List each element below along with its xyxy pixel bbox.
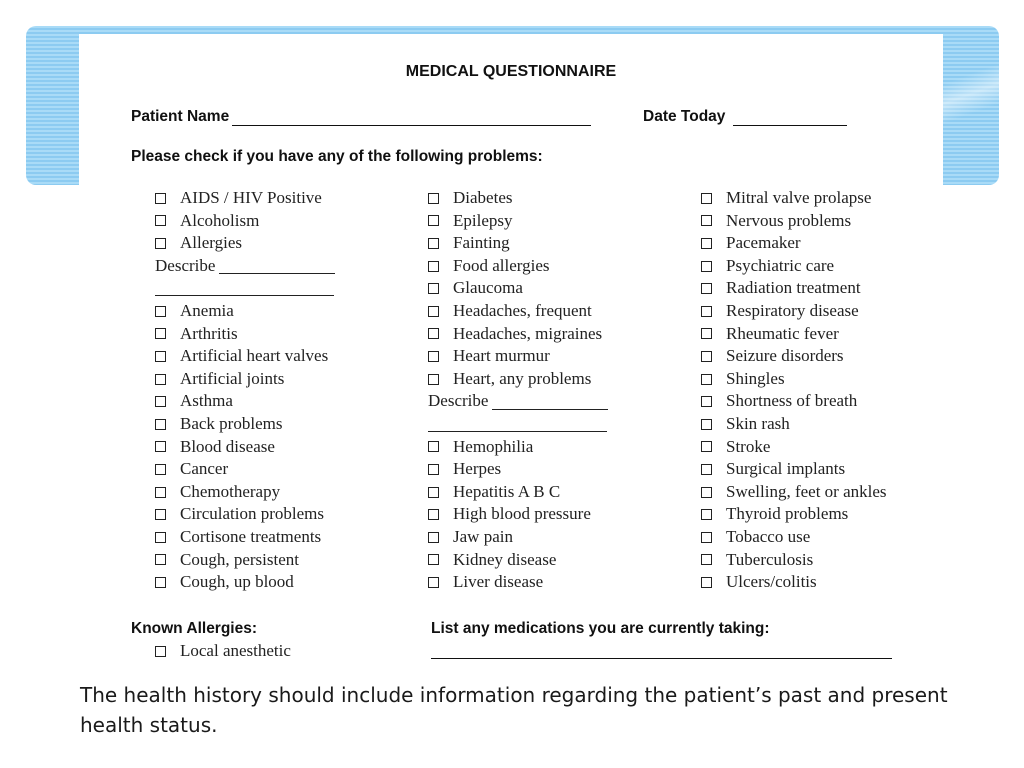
date-today-field[interactable] xyxy=(733,125,847,126)
condition-item xyxy=(701,345,887,368)
condition-label: Tobacco use xyxy=(726,526,811,546)
conditions-column-1 xyxy=(155,187,335,594)
checkbox[interactable] xyxy=(701,374,712,385)
describe-label: Describe xyxy=(155,255,216,275)
condition-item xyxy=(155,503,335,526)
condition-item xyxy=(701,232,887,255)
condition-label: Seizure disorders xyxy=(726,346,844,366)
condition-item xyxy=(701,413,887,436)
condition-item xyxy=(155,300,335,323)
condition-label: Circulation problems xyxy=(180,504,325,524)
condition-label: Kidney disease xyxy=(453,549,557,569)
condition-label: Stroke xyxy=(726,436,771,456)
condition-label: Skin rash xyxy=(726,413,790,433)
condition-label: Cough, persistent xyxy=(180,549,299,569)
condition-item xyxy=(701,187,887,210)
describe-field-line-2[interactable] xyxy=(428,417,607,432)
checkbox[interactable] xyxy=(155,646,166,657)
checkbox[interactable] xyxy=(701,396,712,407)
condition-item xyxy=(428,436,608,459)
condition-label: Ulcers/colitis xyxy=(726,572,817,592)
checkbox[interactable] xyxy=(428,215,439,226)
slide-caption: The health history should include information regarding the patient’s past and present health status. xyxy=(80,683,948,737)
checkbox[interactable] xyxy=(155,215,166,226)
condition-item xyxy=(155,323,335,346)
condition-label: Headaches, frequent xyxy=(453,300,592,320)
checkbox[interactable] xyxy=(701,464,712,475)
condition-item xyxy=(155,390,335,413)
checkbox[interactable] xyxy=(701,261,712,272)
describe-row-continued xyxy=(428,413,608,436)
checkbox[interactable] xyxy=(701,328,712,339)
condition-item xyxy=(428,187,608,210)
checkbox[interactable] xyxy=(155,464,166,475)
checkbox[interactable] xyxy=(428,532,439,543)
instructions: Please check if you have any of the following problems: xyxy=(131,148,543,165)
condition-item xyxy=(155,232,335,255)
condition-label: Local anesthetic xyxy=(180,641,291,660)
condition-item xyxy=(155,187,335,210)
condition-item xyxy=(155,526,335,549)
condition-item xyxy=(428,481,608,504)
condition-item xyxy=(155,549,335,572)
condition-label: Alcoholism xyxy=(180,210,260,230)
checkbox[interactable] xyxy=(701,306,712,317)
checkbox[interactable] xyxy=(428,193,439,204)
condition-label: Herpes xyxy=(453,459,502,479)
checkbox[interactable] xyxy=(428,509,439,520)
allergy-list xyxy=(155,640,291,663)
condition-label: Blood disease xyxy=(180,436,275,456)
condition-label: Liver disease xyxy=(453,572,544,592)
condition-label: Tuberculosis xyxy=(726,549,814,569)
condition-item xyxy=(428,323,608,346)
condition-item xyxy=(155,458,335,481)
checkbox[interactable] xyxy=(155,396,166,407)
describe-label: Describe xyxy=(428,391,489,411)
condition-label: Hemophilia xyxy=(453,436,534,456)
describe-field-line-2[interactable] xyxy=(155,281,334,296)
condition-item xyxy=(701,571,887,594)
condition-item xyxy=(428,526,608,549)
checkbox[interactable] xyxy=(428,577,439,588)
checkbox[interactable] xyxy=(428,351,439,362)
condition-item xyxy=(155,345,335,368)
checkbox[interactable] xyxy=(428,487,439,498)
condition-label: AIDS / HIV Positive xyxy=(180,188,322,207)
condition-label: Back problems xyxy=(180,413,283,433)
condition-label: Epilepsy xyxy=(453,210,513,230)
condition-item xyxy=(428,345,608,368)
describe-row xyxy=(155,255,335,278)
condition-item xyxy=(701,549,887,572)
condition-item xyxy=(428,368,608,391)
checkbox[interactable] xyxy=(701,193,712,204)
condition-item xyxy=(701,503,887,526)
condition-item xyxy=(701,323,887,346)
condition-item xyxy=(155,571,335,594)
condition-label: Allergies xyxy=(180,233,243,253)
condition-label: Heart, any problems xyxy=(453,368,592,388)
checkbox[interactable] xyxy=(155,532,166,543)
condition-label: Diabetes xyxy=(453,188,513,207)
date-today-label: Date Today xyxy=(643,108,726,125)
checkbox[interactable] xyxy=(155,193,166,204)
checkbox[interactable] xyxy=(428,464,439,475)
checkbox[interactable] xyxy=(155,238,166,249)
checkbox[interactable] xyxy=(701,554,712,565)
checkbox[interactable] xyxy=(701,577,712,588)
checkbox[interactable] xyxy=(428,554,439,565)
condition-item xyxy=(701,277,887,300)
conditions-column-2 xyxy=(428,187,608,594)
condition-label: Shortness of breath xyxy=(726,391,858,411)
checkbox[interactable] xyxy=(701,419,712,430)
checkbox[interactable] xyxy=(155,328,166,339)
condition-label: Psychiatric care xyxy=(726,255,835,275)
condition-label: Shingles xyxy=(726,368,785,388)
condition-item xyxy=(155,368,335,391)
condition-item xyxy=(701,390,887,413)
condition-item xyxy=(701,458,887,481)
describe-field[interactable] xyxy=(219,258,335,274)
condition-label: Heart murmur xyxy=(453,346,550,366)
checkbox[interactable] xyxy=(155,577,166,588)
condition-label: Thyroid problems xyxy=(726,504,849,524)
condition-item xyxy=(155,413,335,436)
condition-label: Surgical implants xyxy=(726,459,846,479)
condition-label: Arthritis xyxy=(180,323,238,343)
condition-label: Fainting xyxy=(453,233,510,253)
condition-item xyxy=(701,368,887,391)
condition-item xyxy=(428,232,608,255)
condition-label: Food allergies xyxy=(453,255,550,275)
checkbox[interactable] xyxy=(155,419,166,430)
condition-item xyxy=(428,458,608,481)
condition-item xyxy=(155,210,335,233)
condition-label: Chemotherapy xyxy=(180,481,281,501)
condition-label: Anemia xyxy=(180,300,234,320)
medications-label: List any medications you are currently taking: xyxy=(431,620,770,637)
condition-label: Glaucoma xyxy=(453,278,523,298)
condition-item xyxy=(428,210,608,233)
condition-label: Swelling, feet or ankles xyxy=(726,481,887,501)
condition-item xyxy=(428,300,608,323)
condition-item xyxy=(428,503,608,526)
checkbox[interactable] xyxy=(428,283,439,294)
checkbox[interactable] xyxy=(155,554,166,565)
condition-item xyxy=(155,436,335,459)
checkbox[interactable] xyxy=(428,261,439,272)
condition-label: Asthma xyxy=(180,391,233,411)
checkbox[interactable] xyxy=(428,374,439,385)
condition-item xyxy=(701,526,887,549)
checkbox[interactable] xyxy=(428,441,439,452)
condition-label: Artificial heart valves xyxy=(180,346,329,366)
checkbox[interactable] xyxy=(701,487,712,498)
checkbox[interactable] xyxy=(701,532,712,543)
checkbox[interactable] xyxy=(155,441,166,452)
checkbox[interactable] xyxy=(701,283,712,294)
medications-field[interactable] xyxy=(431,658,892,659)
condition-item xyxy=(428,255,608,278)
condition-label: Nervous problems xyxy=(726,210,852,230)
condition-item xyxy=(701,436,887,459)
condition-label: Cancer xyxy=(180,459,229,479)
condition-item xyxy=(701,481,887,504)
condition-item xyxy=(155,481,335,504)
checkbox[interactable] xyxy=(701,215,712,226)
condition-label: High blood pressure xyxy=(453,504,591,524)
describe-row-continued xyxy=(155,277,335,300)
checkbox[interactable] xyxy=(701,238,712,249)
condition-item xyxy=(428,549,608,572)
checkbox[interactable] xyxy=(701,509,712,520)
known-allergies-label: Known Allergies: xyxy=(131,620,258,637)
checkbox[interactable] xyxy=(701,441,712,452)
condition-item xyxy=(428,277,608,300)
condition-item xyxy=(701,300,887,323)
conditions-column-3 xyxy=(701,187,887,594)
checkbox[interactable] xyxy=(155,351,166,362)
condition-label: Pacemaker xyxy=(726,233,801,253)
patient-name-field[interactable] xyxy=(232,125,591,126)
condition-label: Mitral valve prolapse xyxy=(726,188,872,207)
condition-label: Hepatitis A B C xyxy=(453,481,561,501)
condition-label: Cough, up blood xyxy=(180,572,294,592)
checkbox[interactable] xyxy=(428,328,439,339)
condition-label: Respiratory disease xyxy=(726,300,859,320)
checkbox[interactable] xyxy=(428,238,439,249)
condition-item xyxy=(701,255,887,278)
condition-label: Artificial joints xyxy=(180,368,285,388)
checkbox[interactable] xyxy=(155,509,166,520)
checkbox[interactable] xyxy=(155,306,166,317)
condition-label: Radiation treatment xyxy=(726,278,861,298)
describe-field[interactable] xyxy=(492,394,608,410)
condition-item xyxy=(428,571,608,594)
checkbox[interactable] xyxy=(155,487,166,498)
checkbox[interactable] xyxy=(428,306,439,317)
condition-label: Headaches, migraines xyxy=(453,323,603,343)
describe-row xyxy=(428,390,608,413)
patient-name-label: Patient Name xyxy=(131,108,230,125)
condition-item xyxy=(701,210,887,233)
condition-label: Cortisone treatments xyxy=(180,526,322,546)
condition-label: Rheumatic fever xyxy=(726,323,839,343)
condition-label: Jaw pain xyxy=(453,526,513,546)
form-title: MEDICAL QUESTIONNAIRE xyxy=(405,63,617,80)
checkbox[interactable] xyxy=(155,374,166,385)
condition-item xyxy=(155,640,291,663)
checkbox[interactable] xyxy=(701,351,712,362)
